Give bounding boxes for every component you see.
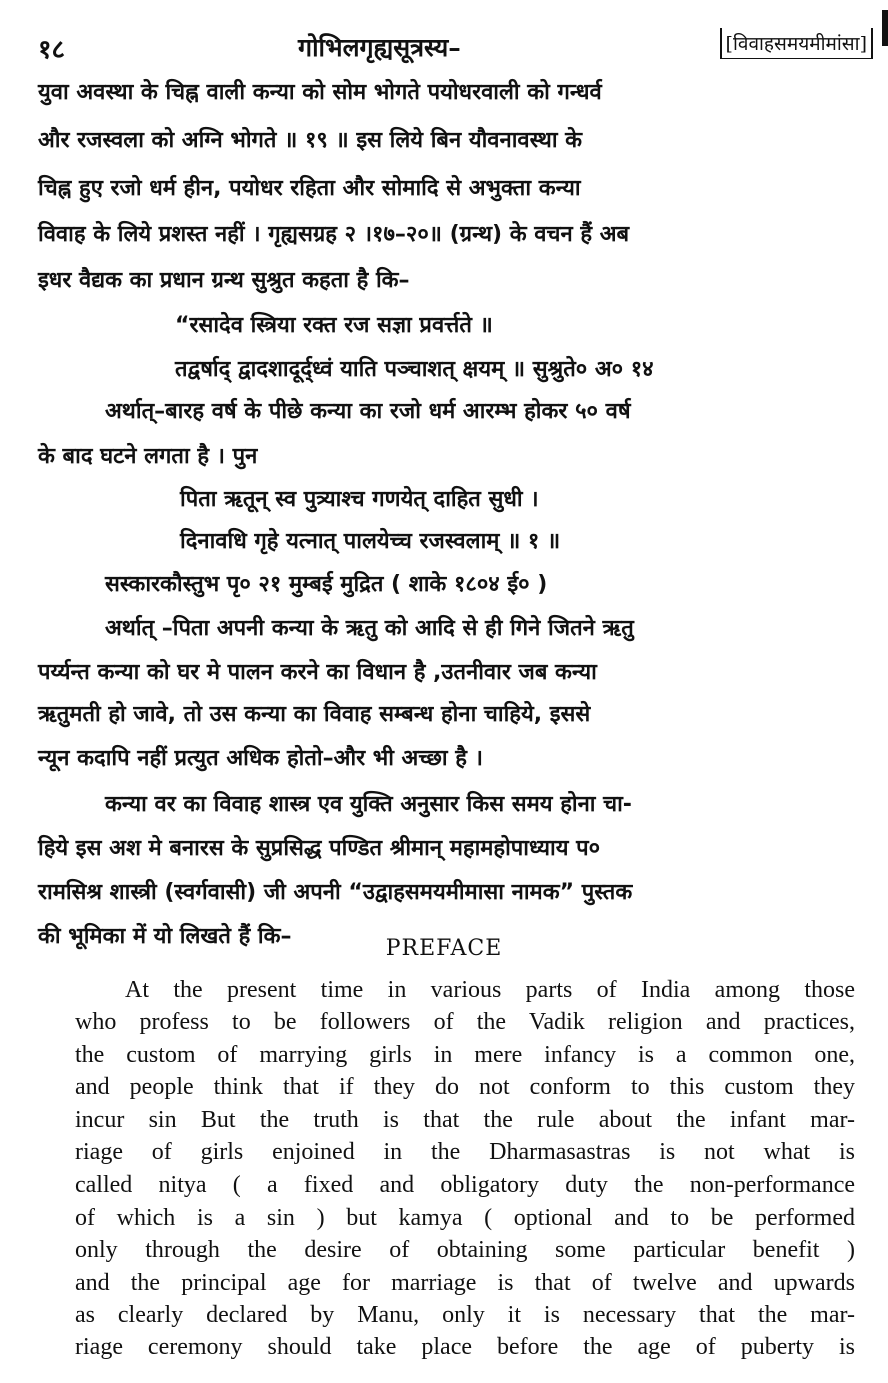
hindi-line: की भूमिका में यो लिखते हैं कि– [38, 924, 292, 949]
preface-heading: PREFACE [385, 936, 503, 961]
verse-line: पिता ऋतून् स्व पुत्र्याश्च गणयेत् दाहित सुधी । [180, 487, 539, 512]
verse-line: दिनावधि गृहे यत्नात् पालयेच्च रजस्वलाम् ॥ १ ॥ [180, 529, 561, 554]
hindi-line: विवाह के लिये प्रशस्त नहीं । गृह्यसग्रह २ ।१७–२०॥ (ग्रन्थ) के वचन हैं अब [38, 222, 630, 247]
hindi-line: अर्थात्–बारह वर्ष के पीछे कन्या का रजो धर्म आरम्भ होकर ५० वर्ष [105, 399, 631, 424]
preface-line: At the present time in various parts of India among those [125, 977, 855, 1003]
preface-line: riage ceremony should take place before the age of puberty is [75, 1334, 855, 1360]
preface-line: who profess to be followers of the Vadik religion and practices, [75, 1009, 855, 1035]
hindi-line: के बाद घटने लगता है । पुन [38, 444, 258, 469]
preface-line: only through the desire of obtaining some particular benefit ) [75, 1237, 855, 1263]
hindi-line: हिये इस अश मे बनारस के सुप्रसिद्ध पण्डित श्रीमान् महामहोपाध्याय प० [38, 836, 601, 861]
verse-line: “रसादेव स्त्रिया रक्त रज सज्ञा प्रवर्त्तते ॥ [175, 313, 493, 338]
hindi-line: न्यून कदापि नहीं प्रत्युत अधिक होतो–और भी अच्छा है । [38, 746, 483, 771]
page-edge-mark [882, 10, 888, 46]
citation-line: सस्कारकौस्तुभ पृ० २१ मुम्बई मुद्रित ( शाके १८०४ ई० ) [105, 572, 548, 597]
preface-line: riage of girls enjoined in the Dharmasastras is not what is [75, 1139, 855, 1165]
page-number: १८ [38, 35, 66, 65]
verse-line: तद्वर्षाद् द्वादशादूर्द्ध्वं याति पञ्चाशत् क्षयम् ॥ सुश्रुते० अ० १४ [175, 357, 654, 382]
page-header [38, 28, 873, 68]
hindi-line: युवा अवस्था के चिह्न वाली कन्या को सोम भोगते पयोधरवाली को गन्धर्व [38, 80, 602, 105]
section-title: [विवाहसमयमीमांसा] [720, 28, 873, 59]
preface-line: and people think that if they do not conform to this custom they [75, 1074, 855, 1100]
preface-line: called nitya ( a fixed and obligatory duty the non-performance [75, 1172, 855, 1198]
hindi-line: चिह्न हुए रजो धर्म हीन, पयोधर रहिता और सोमादि से अभुक्ता कन्या [38, 176, 581, 201]
preface-line: incur sin But the truth is that the rule about the infant mar- [75, 1107, 855, 1133]
running-title: गोभिलगृह्यसूत्रस्य– [298, 33, 461, 62]
preface-line: the custom of marrying girls in mere infancy is a common one, [75, 1042, 855, 1068]
preface-line: of which is a sin ) but kamya ( optional and to be performed [75, 1205, 855, 1231]
hindi-line: इधर वैद्यक का प्रधान ग्रन्थ सुश्रुत कहता है कि– [38, 268, 410, 293]
hindi-line: पर्य्यन्त कन्या को घर मे पालन करने का विधान है ,उतनीवार जब कन्या [38, 660, 597, 685]
preface-line: as clearly declared by Manu, only it is necessary that the mar- [75, 1302, 855, 1328]
hindi-line: अर्थात् –पिता अपनी कन्या के ऋतु को आदि से ही गिने जितने ऋतु [105, 616, 634, 641]
hindi-line: कन्या वर का विवाह शास्त्र एव युक्ति अनुसार किस समय होना चा- [105, 792, 632, 817]
hindi-line: और रजस्वला को अग्नि भोगते ॥ १९ ॥ इस लिये बिन यौवनावस्था के [38, 128, 583, 153]
preface-line: and the principal age for marriage is that of twelve and upwards [75, 1270, 855, 1296]
hindi-line: रामसिश्र शास्त्री (स्वर्गवासी) जी अपनी “उद्वाहसमयमीमासा नामक” पुस्तक [38, 880, 633, 905]
hindi-line: ऋतुमती हो जावे, तो उस कन्या का विवाह सम्बन्ध होना चाहिये, इससे [38, 702, 591, 727]
